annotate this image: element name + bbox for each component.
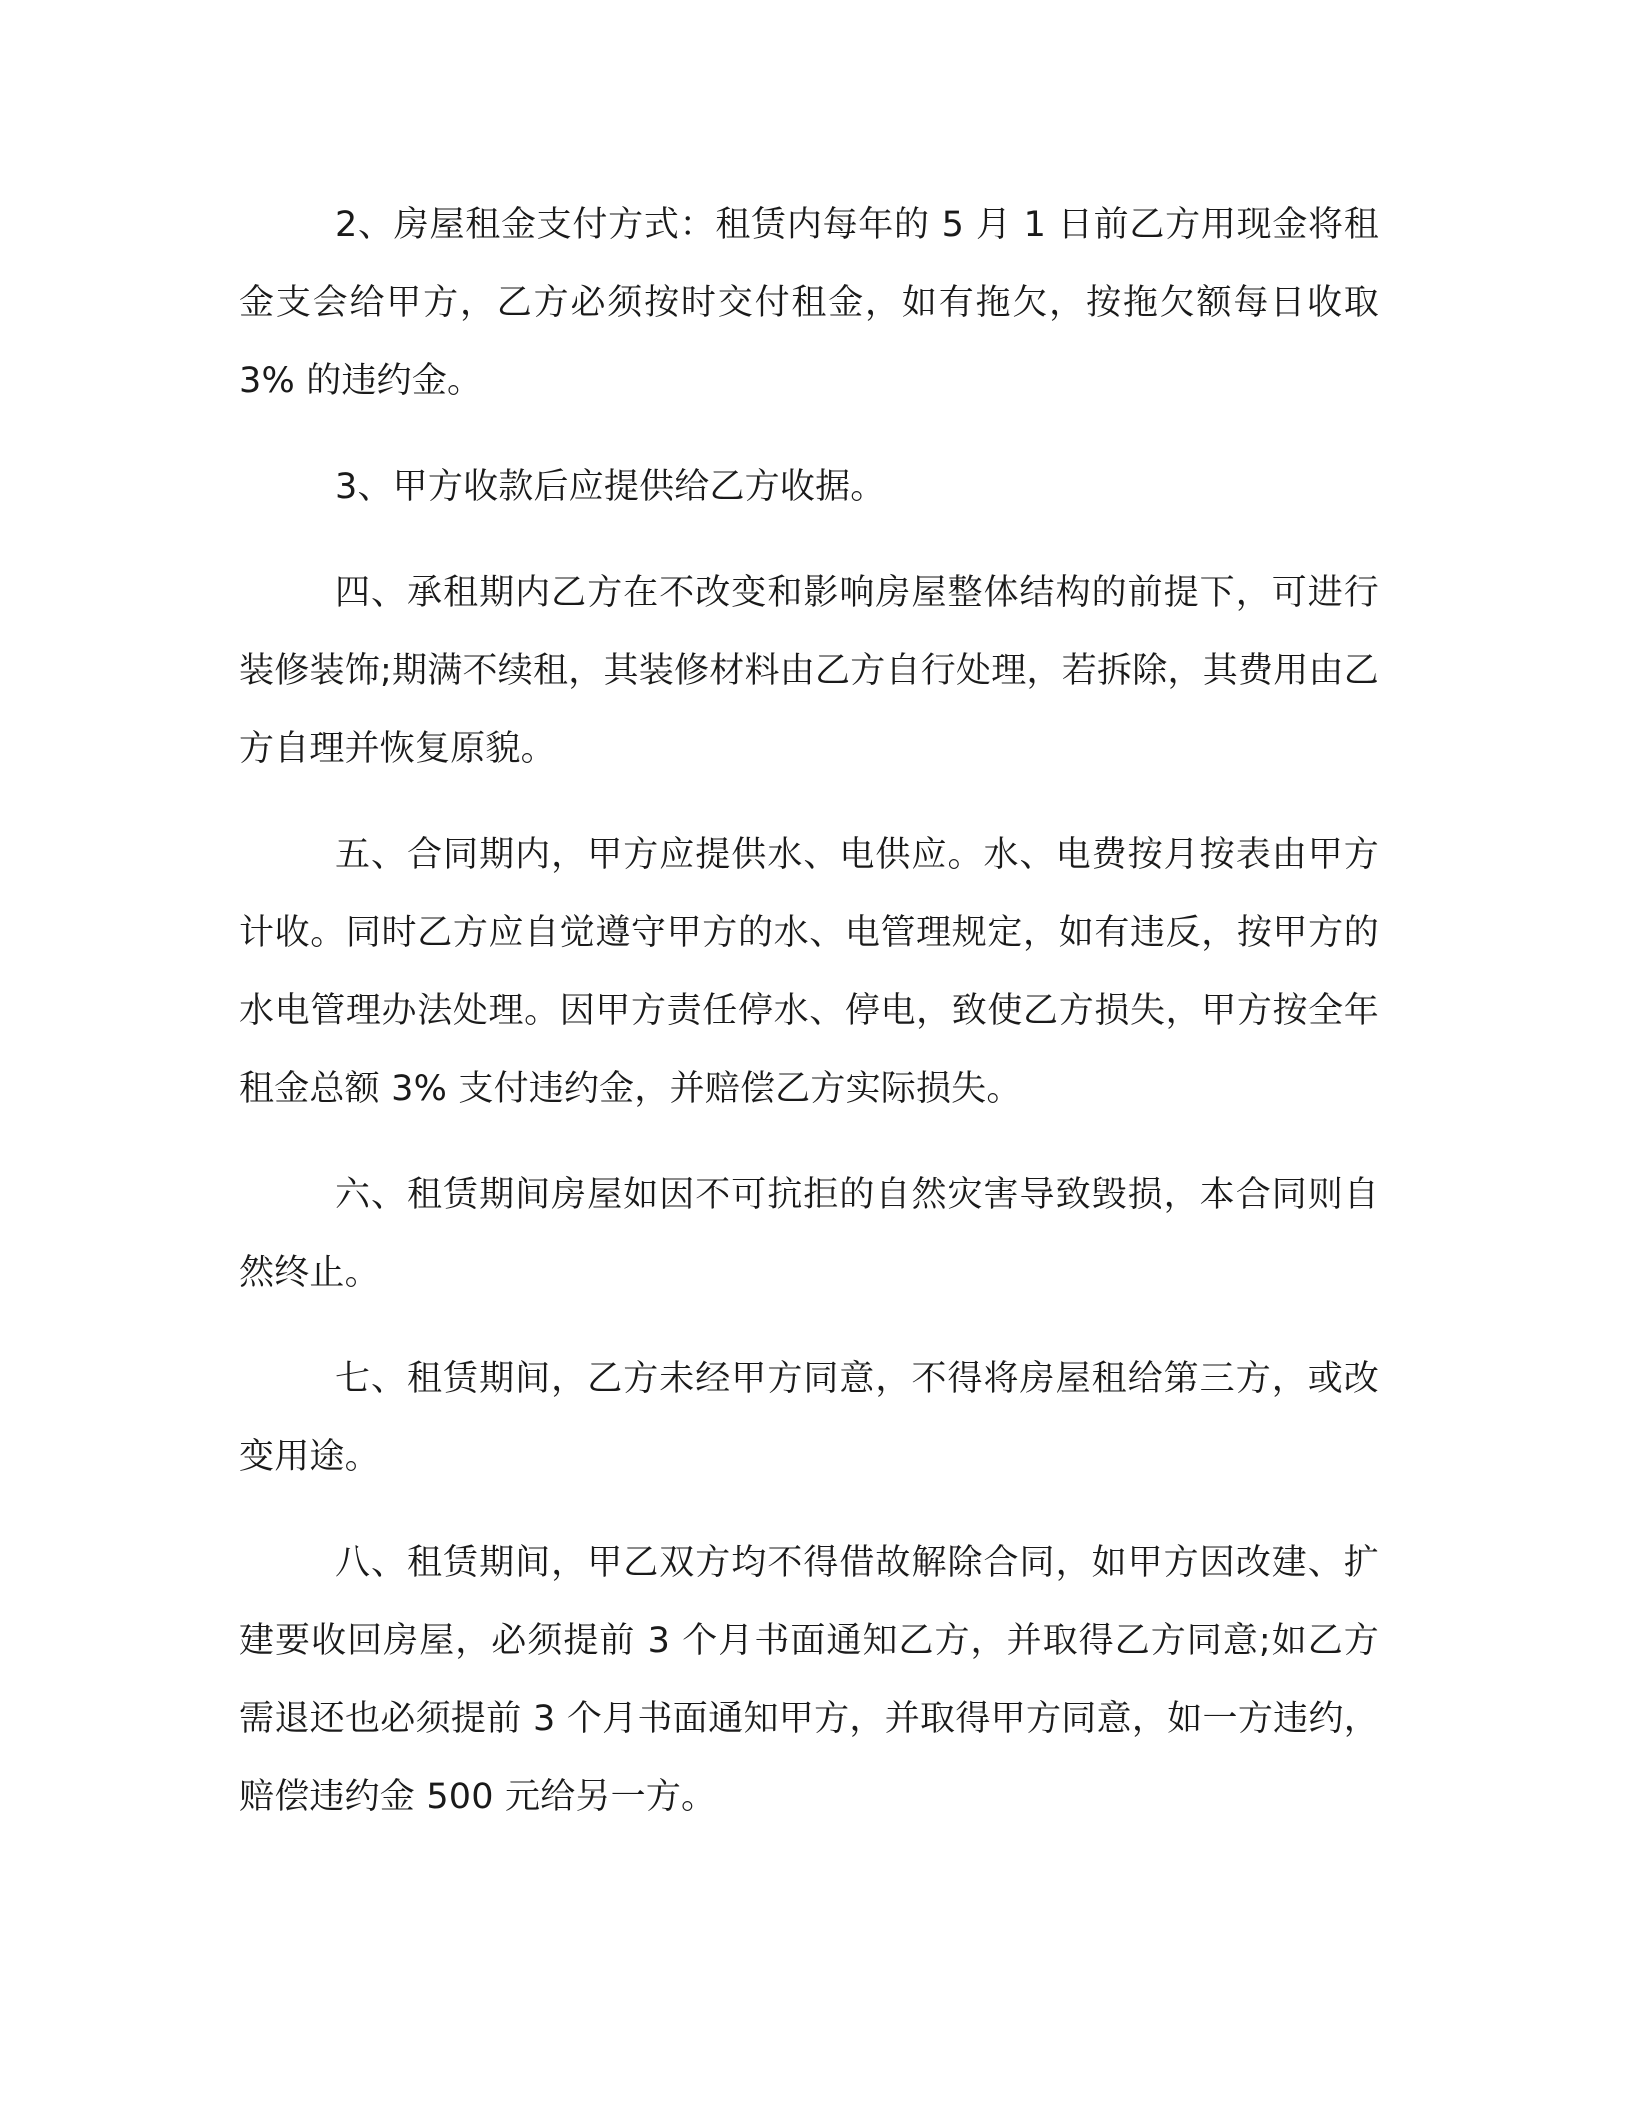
paragraph-clause-7-sublet: 七、租赁期间，乙方未经甲方同意，不得将房屋租给第三方，或改变用途。 (239, 1359, 1379, 1477)
paragraph-clause-5-utilities: 五、合同期内，甲方应提供水、电供应。水、电费按月按表由甲方计收。同时乙方应自觉遵守甲方的水、电管理规定，如有违反，按甲方的水电管理办法处理。因甲方责任停水、停电，致使乙方损失，甲方按全年租金总额 3% 支付违约金，并赔偿乙方实际损失。 (239, 835, 1379, 1109)
paragraph-rent-payment: 2、房屋租金支付方式：租赁内每年的 5 月 1 日前乙方用现金将租金支会给甲方，乙方必须按时交付租金，如有拖欠，按拖欠额每日收取 3% 的违约金。 (239, 205, 1379, 401)
paragraph-receipt: 3、甲方收款后应提供给乙方收据。 (335, 467, 886, 507)
paragraph-clause-4-renovation: 四、承租期内乙方在不改变和影响房屋整体结构的前提下，可进行装修装饰;期满不续租，其装修材料由乙方自行处理，若拆除，其费用由乙方自理并恢复原貌。 (239, 573, 1379, 769)
paragraph-clause-6-force-majeure: 六、租赁期间房屋如因不可抗拒的自然灾害导致毁损，本合同则自然终止。 (239, 1175, 1379, 1293)
paragraph-clause-8-termination: 八、租赁期间，甲乙双方均不得借故解除合同，如甲方因改建、扩建要收回房屋，必须提前 3 个月书面通知乙方，并取得乙方同意;如乙方需退还也必须提前 3 个月书面通知甲方，并取得甲方同意，如一方违约，赔偿违约金 500 元给另一方。 (239, 1543, 1379, 1817)
contract-body (239, 186, 1379, 1864)
